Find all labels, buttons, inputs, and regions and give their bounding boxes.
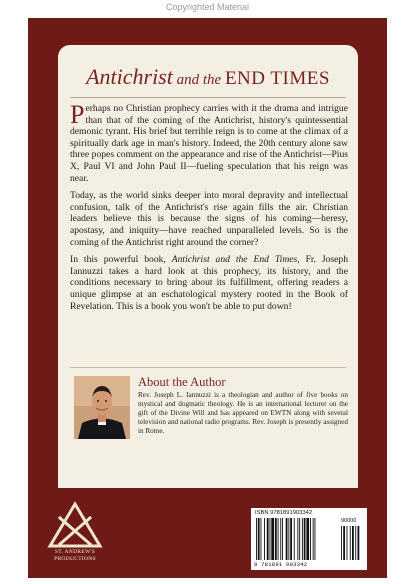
author-photo: [74, 376, 130, 439]
description-paragraph-1: [70, 100, 348, 184]
title-part-end-times: END TIMES: [224, 68, 330, 89]
paragraph-3-rest: Fr. Joseph Iannuzzi takes a hard look at this prophecy, its history, and the conditions necessary to bring about its fulfillment, offering readers a unique glimpse at an eschatological mystery rooted in the Book of Revelation. This is a book you won't be able to put down!: [70, 254, 349, 312]
paragraph-3-book-title: Antichrist and the End Times,: [171, 254, 300, 266]
title-divider: [70, 97, 346, 98]
paragraph-3-prefix: In this powerful book,: [70, 254, 172, 266]
description-paragraph-3: [70, 254, 348, 312]
author-bio: Rev. Joseph L. Iannuzzi is a theologian and author of five books on mystical and dogmatic theology. He is an international lecturer on the gift of the Divine Will and has appeared on EWTN along with several television and national radio programs. Rev. Joseph is presently assigned in Rome.: [138, 391, 348, 435]
copyright-watermark: Copyrighted Material: [165, 2, 250, 12]
publisher-line-2: PRODUCTIONS: [54, 555, 96, 562]
title-part-antichrist: Antichrist: [86, 64, 173, 89]
content-panel: [58, 45, 358, 488]
section-divider: [70, 367, 346, 368]
title-part-and-the: and the: [172, 72, 225, 88]
description-paragraph-2: Today, as the world sinks deeper into moral depravity and intellectual confusion, talk of the Antichrist's rise again fills the air. Christian leaders believe this is because the signs of his coming—heresy, apostasy, and iniquity—have reached unparalleled levels. So is the coming of the Antichrist right around the corner?: [70, 190, 348, 248]
description-text: [70, 100, 349, 318]
publisher-line-1: ST. ANDREW'S: [54, 549, 96, 555]
barcode-digits: 9 781891 903342: [254, 561, 308, 568]
paragraph-1-text: erhaps no Christian prophecy carries with it the drama and intrigue than that of the coming of the Antichrist, history's quintessential demonic tyrant. His brief but terrible reign is to come at the climax of a spiritually dark age in man's history. Indeed, the 20th century alone saw three popes comment on the appearance and rise of the Antichrist—Pius X, Paul VI and John Paul II—fueling speculation that his reign was near.: [70, 103, 348, 184]
barcode-label: [251, 508, 367, 570]
publisher-name: [38, 549, 112, 562]
book-title: [58, 64, 358, 90]
book-back-cover: [28, 18, 387, 578]
author-portrait-image: [74, 376, 130, 439]
drop-cap: P: [70, 100, 85, 129]
isbn-number: ISBN 9781891903342: [255, 510, 313, 516]
price-code: 90000: [341, 518, 357, 524]
about-author-heading: About the Author: [138, 375, 226, 389]
